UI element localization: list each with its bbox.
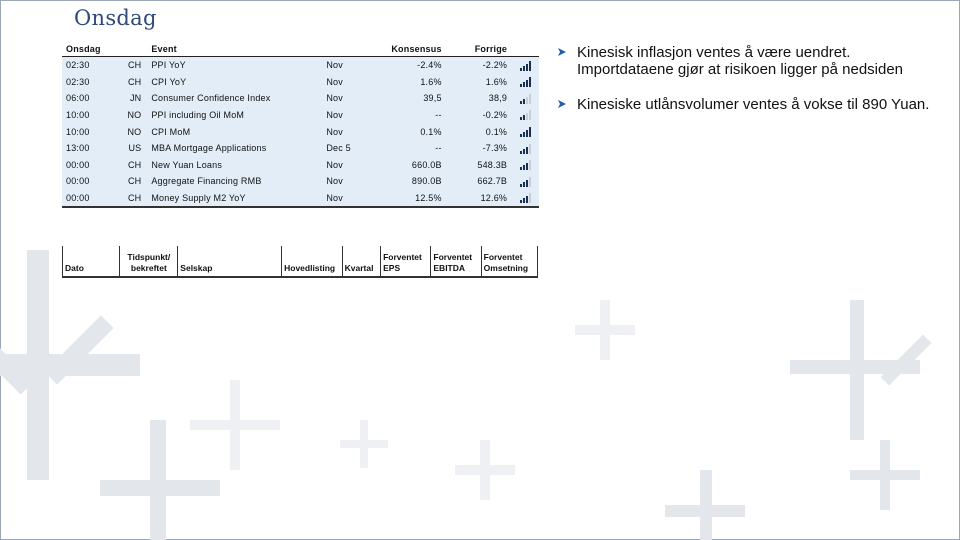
importance-bar [529, 77, 531, 87]
row-event: PPI including Oil MoM [147, 107, 322, 124]
importance-bars-icon [520, 160, 531, 170]
row-period: Nov [322, 190, 385, 208]
row-importance [511, 74, 539, 91]
calendar-row [62, 107, 539, 124]
importance-bar [529, 177, 531, 187]
row-period: Nov [322, 90, 385, 107]
importance-bar [526, 64, 528, 71]
importance-bars-icon [520, 110, 531, 120]
importance-bar [523, 115, 525, 120]
importance-bar [523, 198, 525, 203]
calendar-row [62, 74, 539, 91]
row-event: MBA Mortgage Applications [147, 140, 322, 157]
row-consensus: 660.0B [386, 157, 446, 174]
header-company: Selskap [178, 246, 282, 277]
row-consensus: -2.4% [386, 57, 446, 74]
importance-bar [520, 68, 522, 71]
header-ebitda [431, 246, 481, 277]
header-revenue [481, 246, 537, 277]
row-event: Consumer Confidence Index [147, 90, 322, 107]
row-time: 02:30 [62, 74, 116, 91]
row-previous: -0.2% [446, 107, 511, 124]
row-country: US [116, 140, 148, 157]
bullet-item [557, 44, 937, 78]
importance-bar [526, 113, 528, 120]
row-consensus: 12.5% [386, 190, 446, 208]
header-revenue-line1: Forventet [483, 252, 523, 262]
importance-bar [523, 182, 525, 187]
importance-bars-icon [520, 193, 531, 203]
row-importance [511, 90, 539, 107]
row-period: Nov [322, 74, 385, 91]
row-previous: -7.3% [446, 140, 511, 157]
earnings-table [62, 246, 538, 278]
header-listing: Hovedlisting [282, 246, 343, 277]
importance-bar [523, 132, 525, 137]
importance-bar [526, 97, 528, 104]
row-event: CPI MoM [147, 123, 322, 140]
row-country: NO [116, 123, 148, 140]
row-country: CH [116, 57, 148, 74]
row-country: CH [116, 190, 148, 208]
header-event: Event [147, 41, 322, 57]
row-consensus: 1.6% [386, 74, 446, 91]
calendar-row [62, 57, 539, 74]
page-title: Onsdag [74, 6, 157, 30]
row-importance [511, 123, 539, 140]
row-period: Nov [322, 57, 385, 74]
header-day: Onsdag [62, 41, 147, 57]
header-eps [381, 246, 431, 277]
importance-bar [520, 84, 522, 87]
header-previous: Forrige [446, 41, 511, 57]
header-time-line1: Tidspunkt/ [127, 252, 171, 262]
header-importance [511, 41, 539, 57]
importance-bar [526, 196, 528, 203]
header-time-line2: bekreftet [130, 263, 167, 273]
row-consensus: -- [386, 140, 446, 157]
importance-bar [523, 165, 525, 170]
row-previous: 662.7B [446, 173, 511, 190]
importance-bar [520, 101, 522, 104]
row-event: PPI YoY [147, 57, 322, 74]
row-time: 00:00 [62, 190, 116, 208]
calendar-row [62, 173, 539, 190]
row-previous: 1.6% [446, 74, 511, 91]
row-event: Aggregate Financing RMB [147, 173, 322, 190]
header-time-confirmed [120, 246, 178, 277]
row-event: CPI YoY [147, 74, 322, 91]
importance-bar [520, 167, 522, 170]
importance-bar [520, 117, 522, 120]
commentary-bullets [557, 44, 937, 113]
bullet-text: Kinesisk inflasjon ventes å være uendret. Importdataene gjør at risikoen ligger på nedsiden [577, 44, 904, 78]
header-eps-line1: Forventet [383, 252, 422, 262]
calendar-row [62, 140, 539, 157]
calendar-row [62, 190, 539, 208]
row-period: Nov [322, 173, 385, 190]
row-country: NO [116, 107, 148, 124]
header-quarter: Kvartal [342, 246, 380, 277]
row-importance [511, 140, 539, 157]
calendar-row [62, 90, 539, 107]
importance-bar [529, 193, 531, 203]
row-importance [511, 173, 539, 190]
calendar-row [62, 123, 539, 140]
row-time: 13:00 [62, 140, 116, 157]
row-period: Dec 5 [322, 140, 385, 157]
header-period [322, 41, 385, 57]
arrow-bullet-icon [557, 99, 567, 109]
importance-bar [529, 144, 531, 154]
header-date: Dato [63, 246, 120, 277]
row-importance [511, 190, 539, 208]
row-previous: -2.2% [446, 57, 511, 74]
row-consensus: -- [386, 107, 446, 124]
row-importance [511, 157, 539, 174]
importance-bars-icon [520, 177, 531, 187]
importance-bar [520, 184, 522, 187]
importance-bar [520, 200, 522, 203]
calendar-row [62, 157, 539, 174]
importance-bar [526, 147, 528, 154]
importance-bars-icon [520, 127, 531, 137]
importance-bars-icon [520, 61, 531, 71]
row-time: 00:00 [62, 157, 116, 174]
row-time: 00:00 [62, 173, 116, 190]
row-time: 02:30 [62, 57, 116, 74]
importance-bar [523, 149, 525, 154]
row-event: New Yuan Loans [147, 157, 322, 174]
importance-bar [529, 160, 531, 170]
importance-bar [529, 127, 531, 137]
row-country: CH [116, 157, 148, 174]
row-time: 10:00 [62, 123, 116, 140]
row-consensus: 890.0B [386, 173, 446, 190]
importance-bar [520, 151, 522, 154]
row-consensus: 0.1% [386, 123, 446, 140]
arrow-bullet-icon [557, 47, 567, 57]
row-consensus: 39,5 [386, 90, 446, 107]
importance-bar [526, 163, 528, 170]
header-revenue-line2: Omsetning [483, 263, 529, 273]
row-time: 06:00 [62, 90, 116, 107]
header-ebitda-line2: EBITDA [433, 263, 466, 273]
row-previous: 0.1% [446, 123, 511, 140]
row-country: CH [116, 173, 148, 190]
row-period: Nov [322, 123, 385, 140]
bullet-item [557, 96, 937, 113]
importance-bar [523, 66, 525, 71]
importance-bars-icon [520, 94, 531, 104]
bullet-text: Kinesiske utlånsvolumer ventes å vokse til 890 Yuan. [577, 96, 930, 113]
header-eps-line2: EPS [383, 263, 401, 273]
importance-bar [520, 134, 522, 137]
header-ebitda-line1: Forventet [433, 252, 473, 262]
row-country: JN [116, 90, 148, 107]
importance-bar [526, 180, 528, 187]
row-importance [511, 57, 539, 74]
row-time: 10:00 [62, 107, 116, 124]
importance-bars-icon [520, 144, 531, 154]
row-event: Money Supply M2 YoY [147, 190, 322, 208]
row-period: Nov [322, 107, 385, 124]
importance-bar [529, 94, 531, 104]
row-previous: 548.3B [446, 157, 511, 174]
importance-bar [523, 99, 525, 104]
row-previous: 38,9 [446, 90, 511, 107]
row-country: CH [116, 74, 148, 91]
row-previous: 12.6% [446, 190, 511, 208]
row-importance [511, 107, 539, 124]
importance-bar [529, 61, 531, 71]
importance-bars-icon [520, 77, 531, 87]
earnings-header-row [63, 246, 538, 277]
importance-bar [529, 110, 531, 120]
importance-bar [526, 80, 528, 87]
header-consensus: Konsensus [386, 41, 446, 57]
importance-bar [523, 82, 525, 87]
row-period: Nov [322, 157, 385, 174]
importance-bar [526, 130, 528, 137]
economic-calendar-table [62, 41, 539, 208]
calendar-header-row [62, 41, 539, 57]
